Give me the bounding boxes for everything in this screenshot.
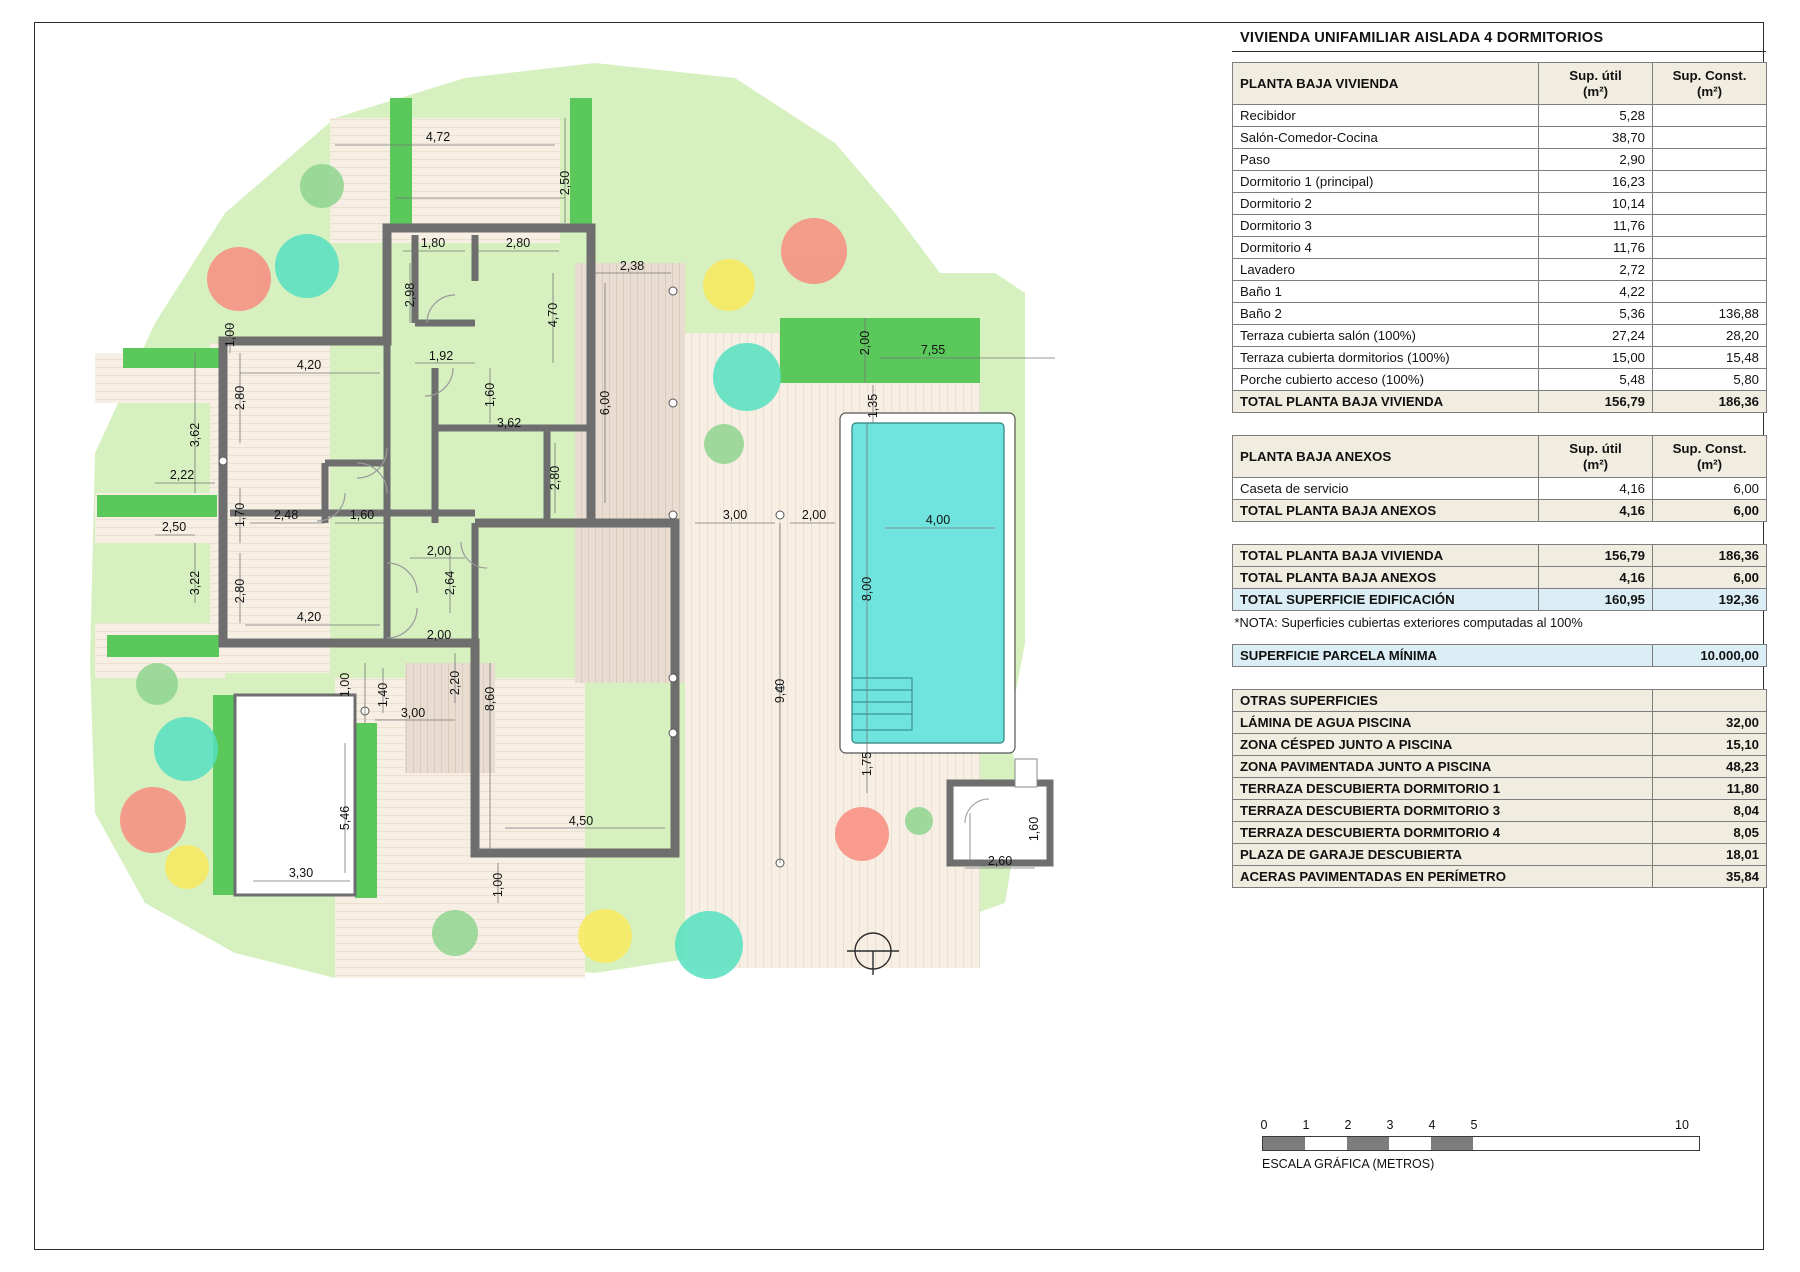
svg-text:1,60: 1,60 (1027, 816, 1041, 842)
table-row (1233, 866, 1767, 888)
svg-text:4,70: 4,70 (546, 302, 560, 328)
table-row (1233, 567, 1767, 589)
table-planta-baja-vivienda (1232, 62, 1767, 413)
svg-text:4,20: 4,20 (296, 610, 322, 624)
table-parcela-minima (1232, 644, 1767, 667)
total-util: 156,79 (1539, 545, 1653, 567)
scale-tick-0: 0 (1260, 1118, 1268, 1132)
room-util: 2,90 (1539, 149, 1653, 171)
table-row (1233, 734, 1767, 756)
site-floor-plan (35, 23, 1225, 1248)
header-sup-const-line1: Sup. Const. (1672, 441, 1747, 457)
room-name: Caseta de servicio (1233, 478, 1539, 500)
svg-text:3,00: 3,00 (722, 508, 748, 522)
table-row (1233, 127, 1767, 149)
parking-area (235, 695, 355, 895)
room-const (1653, 127, 1767, 149)
svg-text:8,00: 8,00 (860, 576, 874, 602)
svg-text:1,70: 1,70 (233, 502, 247, 528)
surface-value: 32,00 (1653, 712, 1767, 734)
room-const (1653, 193, 1767, 215)
header-planta-baja-vivienda: PLANTA BAJA VIVIENDA (1233, 63, 1539, 105)
surface-value: 8,04 (1653, 800, 1767, 822)
svg-text:4,50: 4,50 (568, 814, 594, 828)
svg-text:1,35: 1,35 (866, 393, 880, 419)
table-grand-total-row (1233, 589, 1767, 611)
surface-value: 8,05 (1653, 822, 1767, 844)
header-sup-util (1539, 436, 1653, 478)
header-sup-const-line2: (m²) (1696, 83, 1723, 99)
surface-name: TERRAZA DESCUBIERTA DORMITORIO 3 (1233, 800, 1653, 822)
sheet-title: VIVIENDA UNIFAMILIAR AISLADA 4 DORMITORIOS (1232, 28, 1766, 52)
surface-note: *NOTA: Superficies cubiertas exteriores computadas al 100% (1234, 615, 1583, 630)
table-row (1233, 281, 1767, 303)
grand-total-util: 160,95 (1539, 589, 1653, 611)
svg-text:1,92: 1,92 (428, 349, 454, 363)
header-sup-util-line1: Sup. útil (1569, 68, 1622, 84)
svg-text:1,60: 1,60 (483, 382, 497, 408)
svg-text:2,80: 2,80 (233, 385, 247, 411)
scale-tick-2: 2 (1344, 1118, 1352, 1132)
room-const: 15,48 (1653, 347, 1767, 369)
svg-text:1,00: 1,00 (338, 672, 352, 698)
scale-tick-5: 5 (1470, 1118, 1478, 1132)
table-header-row (1233, 436, 1767, 478)
svg-text:2,48: 2,48 (273, 508, 299, 522)
total-label: TOTAL PLANTA BAJA VIVIENDA (1233, 391, 1539, 413)
total-label: TOTAL PLANTA BAJA ANEXOS (1233, 500, 1539, 522)
total-const: 186,36 (1653, 545, 1767, 567)
svg-text:1,75: 1,75 (860, 751, 874, 777)
room-const (1653, 281, 1767, 303)
room-const (1653, 259, 1767, 281)
surface-name: TERRAZA DESCUBIERTA DORMITORIO 4 (1233, 822, 1653, 844)
room-util: 16,23 (1539, 171, 1653, 193)
room-util: 4,16 (1539, 478, 1653, 500)
room-const: 136,88 (1653, 303, 1767, 325)
total-const: 6,00 (1653, 500, 1767, 522)
table-row (1233, 822, 1767, 844)
room-name: Dormitorio 4 (1233, 237, 1539, 259)
room-util: 27,24 (1539, 325, 1653, 347)
surface-schedule-panel (1232, 28, 1772, 888)
header-planta-baja-anexos: PLANTA BAJA ANEXOS (1233, 436, 1539, 478)
total-const: 6,00 (1653, 567, 1767, 589)
table-row (1233, 756, 1767, 778)
room-util: 15,00 (1539, 347, 1653, 369)
room-const (1653, 105, 1767, 127)
room-name: Baño 2 (1233, 303, 1539, 325)
room-const: 5,80 (1653, 369, 1767, 391)
total-util: 156,79 (1539, 391, 1653, 413)
room-util: 38,70 (1539, 127, 1653, 149)
svg-text:3,30: 3,30 (288, 866, 314, 880)
total-util: 4,16 (1539, 500, 1653, 522)
svg-text:2,60: 2,60 (987, 854, 1013, 868)
room-name: Recibidor (1233, 105, 1539, 127)
svg-text:1,40: 1,40 (376, 682, 390, 708)
room-util: 11,76 (1539, 215, 1653, 237)
table-row (1233, 215, 1767, 237)
surface-name: ACERAS PAVIMENTADAS EN PERÍMETRO (1233, 866, 1653, 888)
room-util: 2,72 (1539, 259, 1653, 281)
table-row (1233, 149, 1767, 171)
table-row (1233, 325, 1767, 347)
header-sup-util-line2: (m²) (1582, 83, 1609, 99)
surface-value: 35,84 (1653, 866, 1767, 888)
room-const (1653, 237, 1767, 259)
header-sup-util-line1: Sup. útil (1569, 441, 1622, 457)
scale-bar (1262, 1136, 1700, 1151)
room-name: Dormitorio 2 (1233, 193, 1539, 215)
room-util: 5,36 (1539, 303, 1653, 325)
scale-tick-labels (1262, 1118, 1722, 1136)
svg-text:3,00: 3,00 (400, 706, 426, 720)
table-row (1233, 545, 1767, 567)
header-sup-const (1653, 63, 1767, 105)
svg-text:5,46: 5,46 (338, 805, 352, 831)
total-label: TOTAL PLANTA BAJA VIVIENDA (1233, 545, 1539, 567)
table-row (1233, 303, 1767, 325)
table-row (1233, 105, 1767, 127)
header-sup-const-line1: Sup. Const. (1672, 68, 1747, 84)
svg-text:4,20: 4,20 (296, 358, 322, 372)
svg-text:7,55: 7,55 (920, 343, 946, 357)
room-name: Dormitorio 1 (principal) (1233, 171, 1539, 193)
svg-text:3,22: 3,22 (188, 570, 202, 596)
table-otras-superficies (1232, 689, 1767, 888)
svg-text:9,40: 9,40 (773, 678, 787, 704)
room-const: 6,00 (1653, 478, 1767, 500)
svg-text:3,62: 3,62 (188, 422, 202, 448)
table-totales (1232, 544, 1767, 634)
surface-value: 18,01 (1653, 844, 1767, 866)
surface-value: 11,80 (1653, 778, 1767, 800)
table-row (1233, 478, 1767, 500)
svg-text:2,80: 2,80 (505, 236, 531, 250)
svg-text:2,00: 2,00 (426, 544, 452, 558)
total-label: TOTAL PLANTA BAJA ANEXOS (1233, 567, 1539, 589)
parcela-label: SUPERFICIE PARCELA MÍNIMA (1233, 645, 1653, 667)
svg-text:8,60: 8,60 (483, 686, 497, 712)
room-const (1653, 215, 1767, 237)
svg-text:1,00: 1,00 (223, 322, 237, 348)
svg-text:2,50: 2,50 (161, 520, 187, 534)
svg-text:2,80: 2,80 (548, 465, 562, 491)
room-util: 10,14 (1539, 193, 1653, 215)
scale-tick-4: 4 (1428, 1118, 1436, 1132)
surface-name: ZONA CÉSPED JUNTO A PISCINA (1233, 734, 1653, 756)
scale-tick-3: 3 (1386, 1118, 1394, 1132)
svg-text:2,22: 2,22 (169, 468, 195, 482)
table-total-row (1233, 500, 1767, 522)
table-row (1233, 259, 1767, 281)
svg-text:6,00: 6,00 (598, 390, 612, 416)
scale-caption: ESCALA GRÁFICA (METROS) (1262, 1157, 1435, 1171)
table-header-row (1233, 63, 1767, 105)
room-name: Porche cubierto acceso (100%) (1233, 369, 1539, 391)
room-name: Terraza cubierta dormitorios (100%) (1233, 347, 1539, 369)
table-header-row (1233, 690, 1767, 712)
surface-name: TERRAZA DESCUBIERTA DORMITORIO 1 (1233, 778, 1653, 800)
surface-name: PLAZA DE GARAJE DESCUBIERTA (1233, 844, 1653, 866)
table-row (1233, 712, 1767, 734)
header-sup-const (1653, 436, 1767, 478)
table-row (1233, 369, 1767, 391)
surface-name: ZONA PAVIMENTADA JUNTO A PISCINA (1233, 756, 1653, 778)
table-row (1233, 778, 1767, 800)
svg-text:4,72: 4,72 (425, 130, 451, 144)
table-row (1233, 193, 1767, 215)
table-row (1233, 645, 1767, 667)
table-total-row (1233, 391, 1767, 413)
scale-tick-1: 1 (1302, 1118, 1310, 1132)
room-const (1653, 171, 1767, 193)
svg-text:3,62: 3,62 (496, 416, 522, 430)
header-sup-util-line2: (m²) (1582, 456, 1609, 472)
table-row (1233, 347, 1767, 369)
total-const: 186,36 (1653, 391, 1767, 413)
sheet-title-row (1232, 28, 1766, 52)
svg-text:2,64: 2,64 (443, 570, 457, 596)
total-util: 4,16 (1539, 567, 1653, 589)
room-name: Lavadero (1233, 259, 1539, 281)
table-planta-baja-anexos (1232, 435, 1767, 522)
svg-text:2,20: 2,20 (448, 670, 462, 696)
svg-text:2,80: 2,80 (233, 578, 247, 604)
scale-tick-10: 10 (1675, 1118, 1689, 1132)
room-name: Dormitorio 3 (1233, 215, 1539, 237)
table-row (1233, 171, 1767, 193)
svg-text:4,00: 4,00 (925, 513, 951, 527)
room-name: Salón-Comedor-Cocina (1233, 127, 1539, 149)
header-sup-util (1539, 63, 1653, 105)
header-sup-const-line2: (m²) (1696, 456, 1723, 472)
room-util: 5,48 (1539, 369, 1653, 391)
header-otras-superficies-value (1653, 690, 1767, 712)
header-otras-superficies: OTRAS SUPERFICIES (1233, 690, 1653, 712)
table-row (1233, 237, 1767, 259)
room-const: 28,20 (1653, 325, 1767, 347)
surface-value: 15,10 (1653, 734, 1767, 756)
svg-text:2,50: 2,50 (558, 170, 572, 196)
room-name: Terraza cubierta salón (100%) (1233, 325, 1539, 347)
note-row (1233, 611, 1767, 635)
table-row (1233, 844, 1767, 866)
svg-text:2,00: 2,00 (801, 508, 827, 522)
graphic-scale (1262, 1118, 1722, 1171)
room-util: 4,22 (1539, 281, 1653, 303)
parcela-value: 10.000,00 (1653, 645, 1767, 667)
surface-name: LÁMINA DE AGUA PISCINA (1233, 712, 1653, 734)
svg-text:2,00: 2,00 (858, 330, 872, 356)
grand-total-label: TOTAL SUPERFICIE EDIFICACIÓN (1233, 589, 1539, 611)
room-name: Paso (1233, 149, 1539, 171)
grand-total-const: 192,36 (1653, 589, 1767, 611)
svg-text:1,00: 1,00 (491, 872, 505, 898)
surface-value: 48,23 (1653, 756, 1767, 778)
table-row (1233, 800, 1767, 822)
svg-text:2,98: 2,98 (403, 282, 417, 308)
sheet-title-table (1232, 28, 1766, 52)
svg-text:2,38: 2,38 (619, 259, 645, 273)
room-const (1653, 149, 1767, 171)
room-util: 11,76 (1539, 237, 1653, 259)
svg-text:2,00: 2,00 (426, 628, 452, 642)
room-name: Baño 1 (1233, 281, 1539, 303)
room-util: 5,28 (1539, 105, 1653, 127)
svg-text:1,60: 1,60 (349, 508, 375, 522)
svg-text:1,80: 1,80 (420, 236, 446, 250)
